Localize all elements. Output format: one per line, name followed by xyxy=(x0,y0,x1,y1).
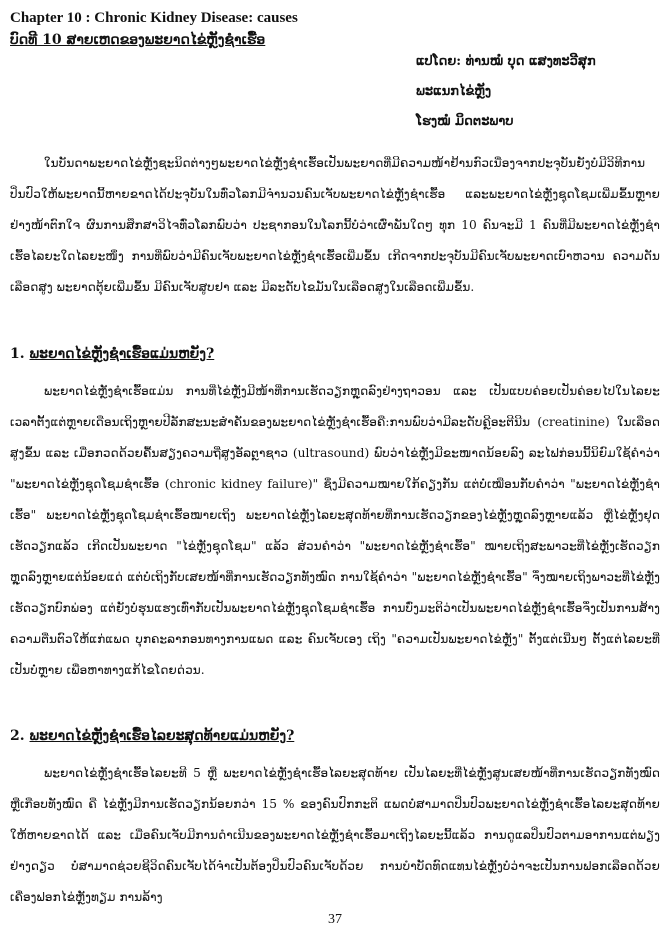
section-title: ພະຍາດໄຂ່ຫຼັງຊໍາເຮື້ອໄລຍະສຸດທ້າຍແມ່ນຫຍັງ? xyxy=(29,728,295,744)
intro-paragraph: ໃນບັນດາພະຍາດໄຂ່ຫຼັງຊະນິດຕ່າງໆພະຍາດໄຂ່ຫຼັງຊໍາເຮື້ອເປັນພະຍາດທີ່ມີຄວາມໜ້າຢ້ານກົວເນື່ອງຈາກປະຈຸບັນຍັງບໍ່ມີວິທີການປິ່ນປົວໃຫ້ພະຍາດນີ້ຫາຍຂາດໄດ້ປະຈຸບັນໃນທົ່ວໂລກມີຈໍານວນຄົນເຈັບພະຍາດໄຂ່ຫຼັງຊໍາເຮື້ອ ແລະພະຍາດໄຂ່ຫຼັງຊຸດໂຊມເພີ່ມຂຶ້ນຫຼາຍຢ່າງໜ້າຕົກໃຈ ຜົນການສຶກສາວິໄຈທົ່ວໂລກພົບວ່າ ປະຊາກອນໃນໂລກນີ້ບໍ່ວ່າເຜົ່າພັນໃດໆ ທຸກ 10 ຄົນຈະມີ 1 ຄົນທີ່ມີພະຍາດໄຂ່ຫຼັງຊໍາເຮື້ອໄລຍະໃດໄລຍະໜຶ່ງ ການທີ່ພົບວ່າມີຄົນເຈັບພະຍາດໄຂ່ຫຼັງຊໍາເຮື້ອເພີ່ມຂຶ້ນ ເກີດຈາກປະຈຸບັນມີຄົນເຈັບພະຍາດເບົາຫວານ ຄວາມດັນເລືອດສູງ ພະຍາດຕຸ້ຍເພີ່ມຂຶ້ນ ມີຄົນເຈັບສູບຢາ ແລະ ມີລະດັບໄຂມັນໃນເລືອດສູງໃນເລືອດເພີ່ມຂຶ້ນ. xyxy=(10,156,660,294)
department-name: ພະແນກໄຂ່ຫຼັງ xyxy=(416,84,492,99)
translator-name: ແປໂດຍ: ທ່ານໝໍ ບຸດ ແສງທະວີສຸກ xyxy=(416,54,596,69)
translator-credits xyxy=(416,54,666,144)
section-heading-2 xyxy=(10,728,294,744)
section-body-2: ພະຍາດໄຂ່ຫຼັງຊໍາເຮື້ອໄລຍະທີ 5 ຫຼື ພະຍາດໄຂ່ຫຼັງຊໍາເຮື້ອໄລຍະສຸດທ້າຍ ເປັນໄລຍະທີ່ໄຂ່ຫຼັງສູນເສຍໜ້າທີ່ການເຮັດວຽກທັງໝົດ ຫຼືເກືອບທັງໝົດ ຄື ໄຂ່ຫຼັງມີການເຮັດວຽກນ້ອຍກວ່າ 15 % ຂອງຄົນປົກກະຕິ ແພດບໍ່ສາມາດປິ່ນປົວພະຍາດໄຂ່ຫຼັງຊໍາເຮື້ອໄລຍະສຸດທ້າຍໃຫ້ຫາຍຂາດໄດ້ ແລະ ເມື່ອຄົນເຈັບມີການດໍາເນີນຂອງພະຍາດໄຂ່ຫຼັງຊໍາເຮື້ອມາເຖິງໄລຍະນີ້ແລ້ວ ການດູແລປິ່ນປົວຕາມອາການແຕ່ພຽງຢ່າງດຽວ ບໍ່ສາມາດຊ່ວຍຊີວິດຄົນເຈັບໄດ້ຈໍາເປັນຕ້ອງປິ່ນປົວຄົນເຈັບດ້ວຍ ການບໍາບັດທົດແທນໄຂ່ຫຼັງບໍ່ວ່າຈະເປັນການຟອກເລືອດດ້ວຍເຄື່ອງຟອກໄຂ່ຫຼັງທຽມ ການລ້າງ xyxy=(10,766,660,904)
section-number: 1. xyxy=(10,346,25,362)
section-body-1: ພະຍາດໄຂ່ຫຼັງຊໍາເຮື້ອແມ່ນ ການທີ່ໄຂ່ຫຼັງມີໜ້າທີ່ການເຮັດວຽກຫຼຸດລົງຢ່າງຖາວອນ ແລະ ເປັນແບບຄ່ອຍເປັນຄ່ອຍໄປໃນໄລຍະເວລາຕັ້ງແຕ່ຫຼາຍເດືອນເຖິງຫຼາຍປີລັກສະນະສໍາຄັນຂອງພະຍາດໄຂ່ຫຼັງຊໍາເຮື້ອຄື:ການພົບວ່າມີລະດັບຄຼີອະຕີນີນ (creatinine) ໃນເລືອດສູງຂຶ້ນ ແລະ ເມື່ອກວດດ້ວຍຄື້ນສຽງຄວາມຖີ່ສູງອັລຕຼາຊາວ (ultrasound) ພົບວ່າໄຂ່ຫຼັງມີຂະໜາດນ້ອຍລົງ ລະໄຟກ່ອນນີ້ນິຍົມໃຊ້ຄໍາວ່າ "ພະຍາດໄຂ່ຫຼັງຊຸດໂຊມຊໍາເຮື້ອ (chronic kidney failure)" ຊຶ່ງມີຄວາມໝາຍໃກ້ຄຽງກັນ ແຕ່ບໍ່ເໝືອນກັບຄໍາວ່າ "ພະຍາດໄຂ່ຫຼັງຊໍາເຮື້ອ" ພະຍາດໄຂ່ຫຼັງຊຸດໂຊມຊໍາເຮື້ອໝາຍເຖິງ ພະຍາດໄຂ່ຫຼັງໄລຍະສຸດທ້າຍທີ່ການເຮັດວຽກຂອງໄຂ່ຫຼັງຫຼຸດລົງຫຼາຍແລ້ວ ຫຼືໄຂ່ຫຼັງຢຸດເຮັດວຽກແລ້ວ ເກີດເປັນພະຍາດ "ໄຂ່ຫຼັງຊຸດໂຊມ" ແລ້ວ ສ່ວນຄໍາວ່າ "ພະຍາດໄຂ່ຫຼັງຊໍາເຮື້ອ" ໝາຍເຖິງສະພາວະທີ່ໄຂ່ຫຼັງເຮັດວຽກຫຼຸດລົງຫຼາຍແຕ່ນ້ອຍແດ່ ແຕ່ບໍ່ເຖິງກັບເສຍໜ້າທີ່ການເຮັດວຽກທັງໝົດ ການໃຊ້ຄໍາວ່າ "ພະຍາດໄຂ່ຫຼັງຊໍາເຮື້ອ" ຈຶ່ງໝາຍເຖິງພາວະທີ່ໄຂ່ຫຼັງເຮັດວຽກບົກພ່ອງ ແຕ່ຍັງບໍ່ຮຸນແຮງເທົ່າກັບເປັນພະຍາດໄຂ່ຫຼັງຊຸດໂຊມຊໍາເຮື້ອ ການບົ່ງມະຕິວ່າເປັນພະຍາດໄຂ່ຫຼັງຊໍາເຮື້ອຈຶ່ງເປັນການສ້າງຄວາມຕື່ນຕົວໃຫ້ແກ່ແພດ ບຸກຄະລາກອນທາງການແພດ ແລະ ຄົນເຈັບເອງ ເຖິງ "ຄວາມເປັນພະຍາດໄຂ່ຫຼັງ" ຕັ້ງແຕ່ເນີ່ນໆ ຕັ້ງແຕ່ໄລຍະທີ່ເປັນບໍ່ຫຼາຍ ເພື່ອຫາທາງແກ້ໄຂໂດຍດ່ວນ. xyxy=(10,384,660,677)
section-number: 2. xyxy=(10,728,25,744)
chapter-title-lao: ບົດທີ 10 ສາຍເຫດຂອງພະຍາດໄຂ່ຫຼັງຊໍາເຮື້ອ xyxy=(10,32,266,48)
page-number: 37 xyxy=(328,912,342,927)
hospital-name: ໂຮງໝໍ ມິດຕະພາບ xyxy=(416,114,514,129)
section-title: ພະຍາດໄຂ່ຫຼັງຊໍາເຮື້ອແມ່ນຫຍັງ? xyxy=(29,346,215,362)
chapter-title: Chapter 10 : Chronic Kidney Disease: causes xyxy=(10,10,298,26)
section-heading-1 xyxy=(10,346,214,362)
